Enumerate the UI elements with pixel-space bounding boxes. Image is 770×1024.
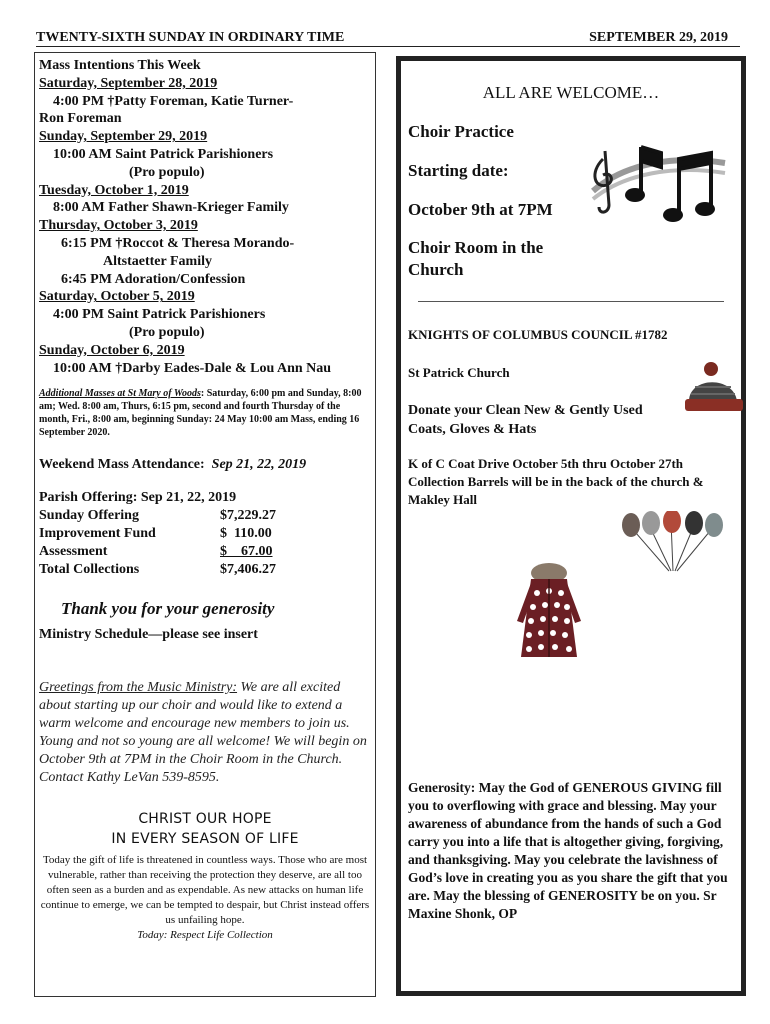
offering-row	[39, 561, 371, 579]
additional-masses-label: Additional Masses at St Mary of Woods	[39, 388, 201, 400]
additional-masses-text: : Saturday, 6:00 pm and Sunday, 8:00 am; Wed. 8:00 am, Thurs, 6:15 pm, second and fourth Thursday of the month, Fri., 8:00 am, beginning Sunday: 24 May 10:00 am Mass, ending 16 September 2020.	[39, 388, 362, 439]
christ-heading-line: CHRIST OUR HOPE	[138, 811, 272, 828]
offering-label: Assessment	[39, 544, 108, 560]
respect-life-collection: Today: Respect Life Collection	[137, 929, 273, 942]
mass-attendance	[39, 457, 371, 473]
church-name: St Patrick Church	[408, 365, 510, 380]
offering-row	[39, 525, 371, 543]
mass-intention: 4:00 PM Saint Patrick Parishioners	[53, 307, 266, 323]
mass-intention: (Pro populo)	[129, 164, 205, 180]
music-notes-icon	[585, 133, 731, 233]
thanks-heading: Thank you for your generosity	[61, 599, 275, 619]
kofc-heading: KNIGHTS OF COLUMBUS COUNCIL #1782	[408, 327, 668, 342]
respect-life-body: Today the gift of life is threatened in countless ways. Those who are most vulnerable, rather than receiving the protection they deserve, are all too often seen as a burden and as expendable. As new attacks on human life continue to emerge, we can be tempted to despair, but Christ instead offers us unfailing hope.	[40, 854, 370, 927]
offering-value: $ 67.00	[220, 544, 273, 560]
offering-value: $7,406.27	[220, 562, 276, 578]
right-column	[396, 56, 746, 996]
mass-date: Tuesday, October 1, 2019	[39, 182, 189, 198]
mass-intention: 10:00 AM Saint Patrick Parishioners	[53, 146, 274, 162]
choir-room: Choir Room in the Church	[408, 238, 544, 279]
mass-intention: Altstaetter Family	[103, 253, 212, 269]
offering-label: Improvement Fund	[39, 526, 156, 542]
additional-masses	[39, 387, 371, 439]
mass-date: Sunday, October 6, 2019	[39, 342, 185, 358]
left-column	[34, 52, 376, 997]
all-are-welcome: ALL ARE WELCOME…	[482, 83, 660, 102]
christ-our-hope-heading	[39, 809, 371, 849]
offering-row	[39, 507, 371, 525]
starting-date: Starting date:	[408, 161, 509, 180]
offering-value: $7,229.27	[220, 508, 276, 524]
greeting-label: Greetings from the Music Ministry:	[39, 680, 238, 696]
mass-intention: (Pro populo)	[129, 324, 205, 340]
choir-date: October 9th at 7PM	[408, 200, 553, 219]
coat-drive-text: K of C Coat Drive October 5th thru October 27th Collection Barrels will be in the back of the church & Makley Hall	[408, 456, 704, 507]
ministry-schedule: Ministry Schedule—please see insert	[39, 627, 258, 643]
music-ministry-greeting	[39, 679, 371, 787]
mass-intention: 8:00 AM Father Shawn-Krieger Family	[53, 200, 289, 216]
donate-text	[408, 401, 643, 439]
offering-label: Total Collections	[39, 562, 140, 578]
donate-line: Donate your Clean New & Gently Used	[408, 403, 643, 418]
mass-intention: 6:15 PM †Roccot & Theresa Morando-	[61, 235, 295, 251]
generosity-text: Generosity: May the God of GENEROUS GIVING fill you to overflowing with grace and blessing. May your awareness of abundance from the hands of such a God carry you into a life that is altogether giving, forgiving, and thanksgiving. May you celebrate the lavishness of God’s love in creating you as you share the gift that you are. May the blessing of GENEROSITY be on you. Sr Maxine Shonk, OP	[408, 780, 728, 921]
attendance-dates: Sep 21, 22, 2019	[211, 457, 307, 473]
mass-intention: 4:00 PM †Patty Foreman, Katie Turner-	[53, 93, 294, 109]
offering-value: $ 110.00	[220, 526, 272, 542]
mittens-icon	[619, 511, 725, 577]
mass-date: Saturday, September 28, 2019	[39, 75, 218, 91]
mass-intention: 6:45 PM Adoration/Confession	[61, 271, 246, 287]
parish-offering	[39, 489, 371, 579]
mass-date: Thursday, October 3, 2019	[39, 218, 198, 234]
christ-heading-line: IN EVERY SEASON OF LIFE	[111, 831, 299, 848]
divider	[418, 301, 724, 302]
greeting-text: We are all excited about starting up our choir and would like to extend a warm welcome and encourage new members to join us. Young and not so young are all welcome! We will begin on October 9th at 7PM in the Choir Room in the Church. Contact Kathy LeVan 539-8595.	[39, 680, 367, 786]
header-date: SEPTEMBER 29, 2019	[589, 30, 728, 45]
mass-intentions-title: Mass Intentions This Week	[39, 58, 201, 73]
offering-title: Parish Offering: Sep 21, 22, 2019	[39, 490, 237, 506]
mass-date: Saturday, October 5, 2019	[39, 289, 195, 305]
page-header	[36, 24, 740, 47]
winter-coat-icon	[513, 561, 585, 661]
choir-practice: Choir Practice	[408, 122, 514, 141]
header-title: TWENTY-SIXTH SUNDAY IN ORDINARY TIME	[36, 30, 345, 45]
mass-date: Sunday, September 29, 2019	[39, 129, 208, 145]
mass-intention: 10:00 AM †Darby Eades-Dale & Lou Ann Nau	[53, 360, 332, 376]
donate-line: Coats, Gloves & Hats	[408, 422, 537, 437]
offering-row	[39, 543, 371, 561]
offering-label: Sunday Offering	[39, 508, 139, 524]
respect-life-text	[39, 853, 371, 943]
winter-hat-icon	[681, 361, 745, 413]
attendance-label: Weekend Mass Attendance:	[39, 457, 205, 473]
mass-intention: Ron Foreman	[39, 111, 122, 127]
